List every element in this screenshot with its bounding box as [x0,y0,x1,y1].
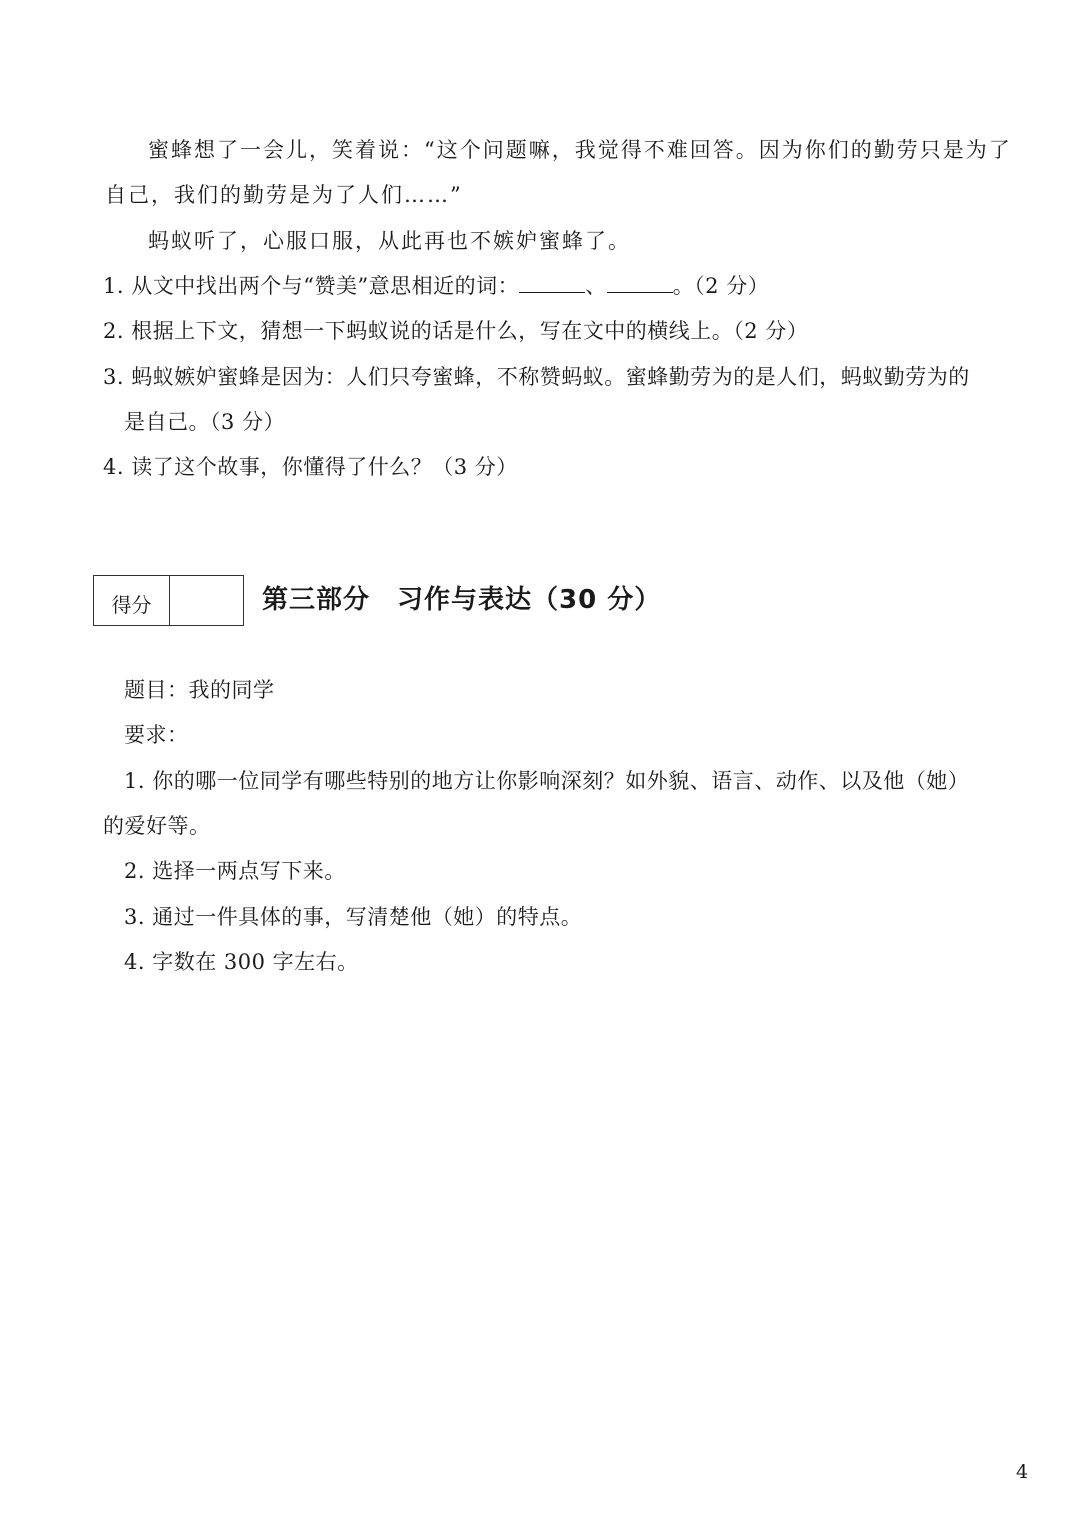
question-1-score: 。（2 分） [672,274,770,298]
section-title: 第三部分 习作与表达（30 分） [262,585,662,615]
requirement-1-line-2: 的爱好等。 [103,814,211,838]
question-3-line-1: 3. 蚂蚁嫉妒蜜蜂是因为：人们只夸蜜蜂，不称赞蚂蚁。蜜蜂勤劳为的是人们，蚂蚁勤劳为的 [103,365,970,389]
question-4: 4. 读了这个故事，你懂得了什么？（3 分） [103,455,518,479]
story-line-3: 蚂蚁听了，心服口服，从此再也不嫉妒蜜蜂了。 [148,229,631,253]
page-number: 4 [1016,1461,1029,1483]
question-1-separator: 、 [585,274,607,298]
story-line-2: 自己，我们的勤劳是为了人们……” [105,183,463,207]
answer-blank-1[interactable] [519,272,585,293]
score-label: 得分 [94,576,170,625]
story-line-1: 蜜蜂想了一会儿，笑着说：“这个问题嘛，我觉得不难回答。因为你们的勤劳只是为了 [148,138,1012,162]
question-2: 2. 根据上下文，猜想一下蚂蚁说的话是什么，写在文中的横线上。（2 分） [103,319,809,343]
score-box [93,575,244,626]
answer-blank-2[interactable] [607,272,673,293]
question-1-text: 1. 从文中找出两个与“赞美”意思相近的词： [103,274,520,298]
question-1 [103,271,769,301]
requirement-3: 3. 通过一件具体的事，写清楚他（她）的特点。 [124,905,583,929]
requirement-1-line-1: 1. 你的哪一位同学有哪些特别的地方让你影响深刻？如外貌、语言、动作、以及他（她） [124,769,970,793]
score-value-field[interactable] [170,576,243,625]
requirement-2: 2. 选择一两点写下来。 [124,859,346,883]
writing-topic: 题目：我的同学 [124,678,275,702]
requirement-4: 4. 字数在 300 字左右。 [124,950,359,974]
question-3-line-2: 是自己。（3 分） [124,410,286,434]
requirements-label: 要求： [124,723,189,747]
